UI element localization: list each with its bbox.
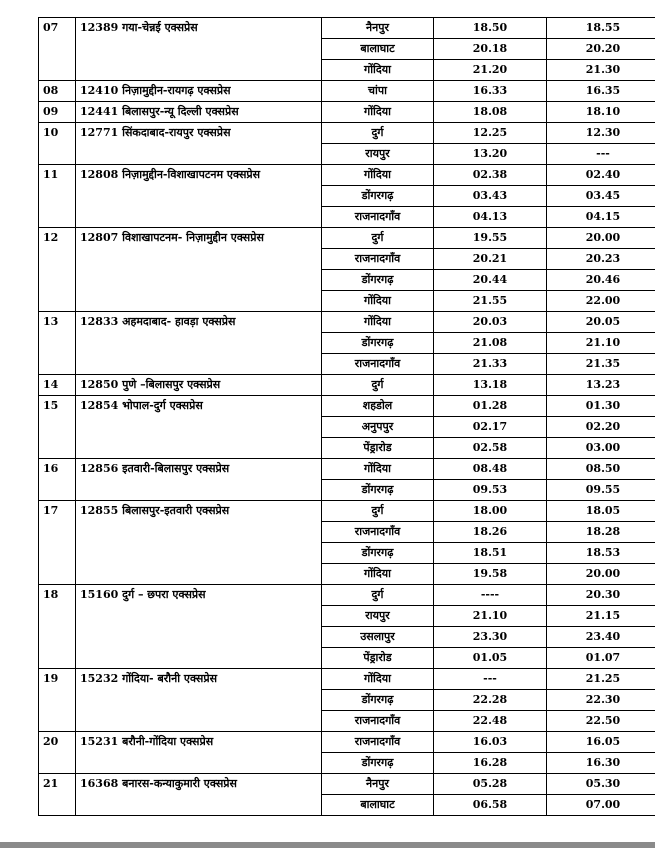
train-name-cell: 16368 बनारस-कन्याकुमारी एक्सप्रेस xyxy=(76,774,322,816)
station-cell: राजनादगाँव xyxy=(322,522,434,543)
table-row xyxy=(39,165,655,186)
train-name-cell: 12855 बिलासपुर-इतवारी एक्सप्रेस xyxy=(76,501,322,585)
train-name-cell: 12807 विशाखापटनम- निज़ामुद्दीन एक्सप्रेस xyxy=(76,228,322,312)
departure-time-cell: 22.50 xyxy=(547,711,655,732)
station-cell: पेंड्रारोड xyxy=(322,648,434,669)
station-cell: नैनपुर xyxy=(322,774,434,795)
departure-time-cell: 09.55 xyxy=(547,480,655,501)
table-row xyxy=(39,585,655,606)
departure-time-cell: 22.00 xyxy=(547,291,655,312)
departure-time-cell: 03.00 xyxy=(547,438,655,459)
table-row xyxy=(39,81,655,102)
train-name-cell: 12389 गया-चेन्नई एक्सप्रेस xyxy=(76,18,322,81)
station-cell: गोंदिया xyxy=(322,291,434,312)
station-cell: डोंगरगढ़ xyxy=(322,543,434,564)
departure-time-cell: 20.00 xyxy=(547,228,655,249)
station-cell: दुर्ग xyxy=(322,501,434,522)
arrival-time-cell: 18.51 xyxy=(434,543,547,564)
arrival-time-cell: 18.50 xyxy=(434,18,547,39)
departure-time-cell: 01.07 xyxy=(547,648,655,669)
station-cell: डोंगरगढ़ xyxy=(322,753,434,774)
station-cell: बालाघाट xyxy=(322,795,434,816)
train-name-cell: 12856 इतवारी-बिलासपुर एक्सप्रेस xyxy=(76,459,322,501)
arrival-time-cell: 16.03 xyxy=(434,732,547,753)
arrival-time-cell: 13.18 xyxy=(434,375,547,396)
departure-time-cell: 01.30 xyxy=(547,396,655,417)
departure-time-cell: 18.10 xyxy=(547,102,655,123)
arrival-time-cell: 16.28 xyxy=(434,753,547,774)
departure-time-cell: 21.30 xyxy=(547,60,655,81)
train-name-cell: 15231 बरौनी-गोंदिया एक्सप्रेस xyxy=(76,732,322,774)
station-cell: पेंड्रारोड xyxy=(322,438,434,459)
arrival-time-cell: 21.10 xyxy=(434,606,547,627)
table-row xyxy=(39,669,655,690)
arrival-time-cell: 19.55 xyxy=(434,228,547,249)
departure-time-cell: 13.23 xyxy=(547,375,655,396)
train-name-cell: 12410 निज़ामुद्दीन-रायगढ़ एक्सप्रेस xyxy=(76,81,322,102)
station-cell: गोंदिया xyxy=(322,102,434,123)
arrival-time-cell: 21.55 xyxy=(434,291,547,312)
table-row xyxy=(39,102,655,123)
station-cell: रायपुर xyxy=(322,606,434,627)
arrival-time-cell: 01.28 xyxy=(434,396,547,417)
train-name-cell: 12771 सिंकदाबाद-रायपुर एक्सप्रेस xyxy=(76,123,322,165)
table-row xyxy=(39,501,655,522)
departure-time-cell: 21.25 xyxy=(547,669,655,690)
departure-time-cell: 20.46 xyxy=(547,270,655,291)
departure-time-cell: 05.30 xyxy=(547,774,655,795)
arrival-time-cell: 20.21 xyxy=(434,249,547,270)
arrival-time-cell: 02.58 xyxy=(434,438,547,459)
serial-number-cell: 11 xyxy=(39,165,76,228)
station-cell: अनुपपुर xyxy=(322,417,434,438)
table-row xyxy=(39,396,655,417)
arrival-time-cell: 22.48 xyxy=(434,711,547,732)
table-row xyxy=(39,459,655,480)
arrival-time-cell: 18.08 xyxy=(434,102,547,123)
serial-number-cell: 09 xyxy=(39,102,76,123)
arrival-time-cell: 03.43 xyxy=(434,186,547,207)
arrival-time-cell: 12.25 xyxy=(434,123,547,144)
station-cell: दुर्ग xyxy=(322,123,434,144)
serial-number-cell: 10 xyxy=(39,123,76,165)
station-cell: गोंदिया xyxy=(322,60,434,81)
train-name-cell: 12854 भोपाल-दुर्ग एक्सप्रेस xyxy=(76,396,322,459)
departure-time-cell: --- xyxy=(547,144,655,165)
departure-time-cell: 18.05 xyxy=(547,501,655,522)
station-cell: डोंगरगढ़ xyxy=(322,186,434,207)
table-row xyxy=(39,18,655,39)
station-cell: गोंदिया xyxy=(322,669,434,690)
departure-time-cell: 18.28 xyxy=(547,522,655,543)
table-row xyxy=(39,123,655,144)
serial-number-cell: 18 xyxy=(39,585,76,669)
serial-number-cell: 13 xyxy=(39,312,76,375)
serial-number-cell: 16 xyxy=(39,459,76,501)
station-cell: गोंदिया xyxy=(322,312,434,333)
serial-number-cell: 07 xyxy=(39,18,76,81)
departure-time-cell: 20.20 xyxy=(547,39,655,60)
departure-time-cell: 21.10 xyxy=(547,333,655,354)
arrival-time-cell: 21.20 xyxy=(434,60,547,81)
serial-number-cell: 17 xyxy=(39,501,76,585)
serial-number-cell: 14 xyxy=(39,375,76,396)
page-bottom-edge xyxy=(0,842,655,848)
arrival-time-cell: 13.20 xyxy=(434,144,547,165)
departure-time-cell: 08.50 xyxy=(547,459,655,480)
arrival-time-cell: 20.44 xyxy=(434,270,547,291)
departure-time-cell: 02.40 xyxy=(547,165,655,186)
station-cell: उसलापुर xyxy=(322,627,434,648)
station-cell: राजनादगाँव xyxy=(322,207,434,228)
arrival-time-cell: 08.48 xyxy=(434,459,547,480)
departure-time-cell: 04.15 xyxy=(547,207,655,228)
departure-time-cell: 16.35 xyxy=(547,81,655,102)
train-name-cell: 12833 अहमदाबाद- हावड़ा एक्सप्रेस xyxy=(76,312,322,375)
arrival-time-cell: 16.33 xyxy=(434,81,547,102)
departure-time-cell: 07.00 xyxy=(547,795,655,816)
station-cell: डोंगरगढ़ xyxy=(322,270,434,291)
train-name-cell: 15232 गोंदिया- बरौनी एक्सप्रेस xyxy=(76,669,322,732)
arrival-time-cell: 02.17 xyxy=(434,417,547,438)
departure-time-cell: 22.30 xyxy=(547,690,655,711)
station-cell: रायपुर xyxy=(322,144,434,165)
arrival-time-cell: 06.58 xyxy=(434,795,547,816)
table-row xyxy=(39,375,655,396)
departure-time-cell: 18.53 xyxy=(547,543,655,564)
arrival-time-cell: 21.33 xyxy=(434,354,547,375)
departure-time-cell: 21.15 xyxy=(547,606,655,627)
station-cell: डोंगरगढ़ xyxy=(322,690,434,711)
arrival-time-cell: 09.53 xyxy=(434,480,547,501)
departure-time-cell: 02.20 xyxy=(547,417,655,438)
arrival-time-cell: 20.18 xyxy=(434,39,547,60)
arrival-time-cell: 01.05 xyxy=(434,648,547,669)
station-cell: शहडोल xyxy=(322,396,434,417)
arrival-time-cell: 05.28 xyxy=(434,774,547,795)
arrival-time-cell: 18.26 xyxy=(434,522,547,543)
station-cell: राजनादगाँव xyxy=(322,249,434,270)
timetable-document xyxy=(38,17,646,816)
timetable-body xyxy=(39,18,655,816)
departure-time-cell: 12.30 xyxy=(547,123,655,144)
serial-number-cell: 12 xyxy=(39,228,76,312)
arrival-time-cell: 04.13 xyxy=(434,207,547,228)
departure-time-cell: 20.00 xyxy=(547,564,655,585)
departure-time-cell: 16.05 xyxy=(547,732,655,753)
serial-number-cell: 19 xyxy=(39,669,76,732)
arrival-time-cell: 20.03 xyxy=(434,312,547,333)
station-cell: चांपा xyxy=(322,81,434,102)
table-row xyxy=(39,312,655,333)
departure-time-cell: 23.40 xyxy=(547,627,655,648)
serial-number-cell: 20 xyxy=(39,732,76,774)
arrival-time-cell: 02.38 xyxy=(434,165,547,186)
departure-time-cell: 21.35 xyxy=(547,354,655,375)
station-cell: राजनादगाँव xyxy=(322,732,434,753)
train-name-cell: 12850 पुणे –बिलासपुर एक्सप्रेस xyxy=(76,375,322,396)
serial-number-cell: 08 xyxy=(39,81,76,102)
station-cell: गोंदिया xyxy=(322,564,434,585)
departure-time-cell: 20.30 xyxy=(547,585,655,606)
departure-time-cell: 20.23 xyxy=(547,249,655,270)
station-cell: नैनपुर xyxy=(322,18,434,39)
station-cell: गोंदिया xyxy=(322,165,434,186)
station-cell: बालाघाट xyxy=(322,39,434,60)
station-cell: गोंदिया xyxy=(322,459,434,480)
departure-time-cell: 16.30 xyxy=(547,753,655,774)
departure-time-cell: 03.45 xyxy=(547,186,655,207)
station-cell: दुर्ग xyxy=(322,228,434,249)
arrival-time-cell: --- xyxy=(434,669,547,690)
arrival-time-cell: 21.08 xyxy=(434,333,547,354)
departure-time-cell: 20.05 xyxy=(547,312,655,333)
serial-number-cell: 21 xyxy=(39,774,76,816)
arrival-time-cell: 19.58 xyxy=(434,564,547,585)
station-cell: दुर्ग xyxy=(322,585,434,606)
station-cell: राजनादगाँव xyxy=(322,354,434,375)
station-cell: दुर्ग xyxy=(322,375,434,396)
train-name-cell: 15160 दुर्ग – छपरा एक्सप्रेस xyxy=(76,585,322,669)
arrival-time-cell: 18.00 xyxy=(434,501,547,522)
table-row xyxy=(39,732,655,753)
arrival-time-cell: 23.30 xyxy=(434,627,547,648)
table-row xyxy=(39,774,655,795)
arrival-time-cell: 22.28 xyxy=(434,690,547,711)
table-row xyxy=(39,228,655,249)
station-cell: राजनादगाँव xyxy=(322,711,434,732)
train-name-cell: 12808 निज़ामुद्दीन-विशाखापटनम एक्सप्रेस xyxy=(76,165,322,228)
train-name-cell: 12441 बिलासपुर-न्यू दिल्ली एक्सप्रेस xyxy=(76,102,322,123)
serial-number-cell: 15 xyxy=(39,396,76,459)
train-timetable xyxy=(38,17,655,816)
station-cell: डोंगरगढ़ xyxy=(322,333,434,354)
station-cell: डोंगरगढ़ xyxy=(322,480,434,501)
arrival-time-cell: ---- xyxy=(434,585,547,606)
departure-time-cell: 18.55 xyxy=(547,18,655,39)
